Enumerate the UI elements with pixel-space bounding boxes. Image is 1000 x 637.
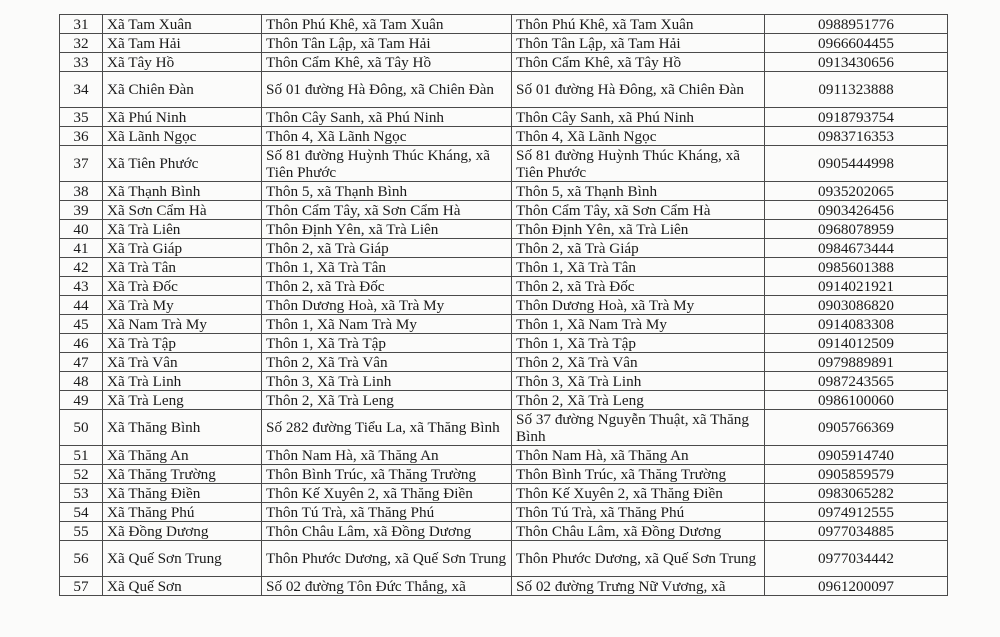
office-address-cell: Thôn Kế Xuyên 2, xã Thăng Điền [262,484,512,503]
table-row [60,484,948,503]
office-address-cell: Thôn Tân Lập, xã Tam Hải [262,34,512,53]
commune-name-cell: Xã Quế Sơn [103,577,262,596]
phone-number-cell: 0914021921 [765,277,948,296]
commune-name-cell: Xã Trà My [103,296,262,315]
reception-address-cell: Thôn Cẩm Tây, xã Sơn Cẩm Hà [512,201,765,220]
commune-name-cell: Xã Thăng Điền [103,484,262,503]
table-row [60,72,948,108]
table-row [60,353,948,372]
phone-number-cell: 0974912555 [765,503,948,522]
row-number-cell: 48 [60,372,103,391]
row-number-cell: 35 [60,108,103,127]
row-number-cell: 42 [60,258,103,277]
reception-address-cell: Thôn Bình Trúc, xã Thăng Trường [512,465,765,484]
commune-name-cell: Xã Tiên Phước [103,146,262,182]
office-address-cell: Thôn Nam Hà, xã Thăng An [262,446,512,465]
commune-name-cell: Xã Tam Hải [103,34,262,53]
phone-number-cell: 0987243565 [765,372,948,391]
reception-address-cell: Thôn Cây Sanh, xã Phú Ninh [512,108,765,127]
office-address-cell: Thôn Tú Trà, xã Thăng Phú [262,503,512,522]
commune-name-cell: Xã Trà Liên [103,220,262,239]
row-number-cell: 39 [60,201,103,220]
row-number-cell: 50 [60,410,103,446]
commune-name-cell: Xã Quế Sơn Trung [103,541,262,577]
phone-number-cell: 0905444998 [765,146,948,182]
office-address-cell: Số 02 đường Tôn Đức Thắng, xã [262,577,512,596]
row-number-cell: 46 [60,334,103,353]
commune-name-cell: Xã Trà Linh [103,372,262,391]
phone-number-cell: 0984673444 [765,239,948,258]
phone-number-cell: 0961200097 [765,577,948,596]
phone-number-cell: 0977034442 [765,541,948,577]
table-row [60,446,948,465]
commune-name-cell: Xã Tây Hồ [103,53,262,72]
office-address-cell: Thôn Bình Trúc, xã Thăng Trường [262,465,512,484]
office-address-cell: Thôn 1, Xã Trà Tân [262,258,512,277]
row-number-cell: 54 [60,503,103,522]
phone-number-cell: 0913430656 [765,53,948,72]
row-number-cell: 34 [60,72,103,108]
commune-name-cell: Xã Đồng Dương [103,522,262,541]
phone-number-cell: 0905859579 [765,465,948,484]
commune-name-cell: Xã Thăng Phú [103,503,262,522]
row-number-cell: 52 [60,465,103,484]
reception-address-cell: Thôn 2, Xã Trà Vân [512,353,765,372]
row-number-cell: 49 [60,391,103,410]
table-row [60,334,948,353]
reception-address-cell: Thôn Tân Lập, xã Tam Hải [512,34,765,53]
row-number-cell: 31 [60,15,103,34]
reception-address-cell: Thôn Châu Lâm, xã Đồng Dương [512,522,765,541]
phone-number-cell: 0905766369 [765,410,948,446]
commune-name-cell: Xã Trà Giáp [103,239,262,258]
commune-name-cell: Xã Trà Vân [103,353,262,372]
commune-name-cell: Xã Chiên Đàn [103,72,262,108]
table-row [60,391,948,410]
reception-address-cell: Thôn Dương Hoà, xã Trà My [512,296,765,315]
commune-contact-table [59,14,948,596]
table-row [60,108,948,127]
commune-name-cell: Xã Trà Tập [103,334,262,353]
phone-number-cell: 0988951776 [765,15,948,34]
phone-number-cell: 0918793754 [765,108,948,127]
reception-address-cell: Số 02 đường Trưng Nữ Vương, xã [512,577,765,596]
reception-address-cell: Thôn Định Yên, xã Trà Liên [512,220,765,239]
table-row [60,220,948,239]
reception-address-cell: Thôn Nam Hà, xã Thăng An [512,446,765,465]
office-address-cell: Số 01 đường Hà Đông, xã Chiên Đàn [262,72,512,108]
commune-name-cell: Xã Lãnh Ngọc [103,127,262,146]
table-row [60,127,948,146]
phone-number-cell: 0977034885 [765,522,948,541]
phone-number-cell: 0985601388 [765,258,948,277]
table-row [60,503,948,522]
table-row [60,277,948,296]
reception-address-cell: Thôn 3, Xã Trà Linh [512,372,765,391]
row-number-cell: 32 [60,34,103,53]
commune-name-cell: Xã Nam Trà My [103,315,262,334]
reception-address-cell: Số 81 đường Huỳnh Thúc Kháng, xã Tiên Phước [512,146,765,182]
office-address-cell: Thôn 2, Xã Trà Leng [262,391,512,410]
table-row [60,201,948,220]
row-number-cell: 38 [60,182,103,201]
reception-address-cell: Thôn Phước Dương, xã Quế Sơn Trung [512,541,765,577]
row-number-cell: 40 [60,220,103,239]
table-row [60,315,948,334]
office-address-cell: Thôn 2, xã Trà Giáp [262,239,512,258]
reception-address-cell: Thôn 5, xã Thạnh Bình [512,182,765,201]
phone-number-cell: 0935202065 [765,182,948,201]
phone-number-cell: 0979889891 [765,353,948,372]
phone-number-cell: 0905914740 [765,446,948,465]
office-address-cell: Thôn Châu Lâm, xã Đồng Dương [262,522,512,541]
table-row [60,258,948,277]
reception-address-cell: Số 01 đường Hà Đông, xã Chiên Đàn [512,72,765,108]
office-address-cell: Số 81 đường Huỳnh Thúc Kháng, xã Tiên Phước [262,146,512,182]
phone-number-cell: 0983065282 [765,484,948,503]
office-address-cell: Thôn 1, Xã Trà Tập [262,334,512,353]
commune-name-cell: Xã Thăng Bình [103,410,262,446]
office-address-cell: Số 282 đường Tiểu La, xã Thăng Bình [262,410,512,446]
reception-address-cell: Thôn Tú Trà, xã Thăng Phú [512,503,765,522]
reception-address-cell: Số 37 đường Nguyễn Thuật, xã Thăng Bình [512,410,765,446]
phone-number-cell: 0986100060 [765,391,948,410]
office-address-cell: Thôn 5, xã Thạnh Bình [262,182,512,201]
table-row [60,146,948,182]
table-row [60,541,948,577]
office-address-cell: Thôn Cây Sanh, xã Phú Ninh [262,108,512,127]
office-address-cell: Thôn Dương Hoà, xã Trà My [262,296,512,315]
phone-number-cell: 0914012509 [765,334,948,353]
row-number-cell: 55 [60,522,103,541]
office-address-cell: Thôn 4, Xã Lãnh Ngọc [262,127,512,146]
phone-number-cell: 0903086820 [765,296,948,315]
row-number-cell: 51 [60,446,103,465]
office-address-cell: Thôn 3, Xã Trà Linh [262,372,512,391]
reception-address-cell: Thôn Phú Khê, xã Tam Xuân [512,15,765,34]
table-row [60,577,948,596]
table-row [60,182,948,201]
office-address-cell: Thôn 1, Xã Nam Trà My [262,315,512,334]
row-number-cell: 37 [60,146,103,182]
reception-address-cell: Thôn 1, Xã Nam Trà My [512,315,765,334]
commune-name-cell: Xã Trà Tân [103,258,262,277]
commune-name-cell: Xã Thạnh Bình [103,182,262,201]
reception-address-cell: Thôn 4, Xã Lãnh Ngọc [512,127,765,146]
row-number-cell: 44 [60,296,103,315]
commune-name-cell: Xã Tam Xuân [103,15,262,34]
commune-name-cell: Xã Thăng An [103,446,262,465]
row-number-cell: 33 [60,53,103,72]
office-address-cell: Thôn Định Yên, xã Trà Liên [262,220,512,239]
reception-address-cell: Thôn 2, Xã Trà Leng [512,391,765,410]
office-address-cell: Thôn Phước Dương, xã Quế Sơn Trung [262,541,512,577]
phone-number-cell: 0911323888 [765,72,948,108]
office-address-cell: Thôn Phú Khê, xã Tam Xuân [262,15,512,34]
row-number-cell: 47 [60,353,103,372]
commune-name-cell: Xã Phú Ninh [103,108,262,127]
reception-address-cell: Thôn Kế Xuyên 2, xã Thăng Điền [512,484,765,503]
phone-number-cell: 0968078959 [765,220,948,239]
commune-name-cell: Xã Thăng Trường [103,465,262,484]
commune-name-cell: Xã Trà Đốc [103,277,262,296]
table-row [60,522,948,541]
phone-number-cell: 0983716353 [765,127,948,146]
phone-number-cell: 0903426456 [765,201,948,220]
table-row [60,34,948,53]
table-row [60,372,948,391]
row-number-cell: 57 [60,577,103,596]
reception-address-cell: Thôn 2, xã Trà Đốc [512,277,765,296]
reception-address-cell: Thôn Cẩm Khê, xã Tây Hồ [512,53,765,72]
reception-address-cell: Thôn 2, xã Trà Giáp [512,239,765,258]
office-address-cell: Thôn 2, xã Trà Đốc [262,277,512,296]
phone-number-cell: 0914083308 [765,315,948,334]
row-number-cell: 45 [60,315,103,334]
table-row [60,410,948,446]
office-address-cell: Thôn Cẩm Khê, xã Tây Hồ [262,53,512,72]
table-row [60,15,948,34]
row-number-cell: 56 [60,541,103,577]
phone-number-cell: 0966604455 [765,34,948,53]
commune-name-cell: Xã Trà Leng [103,391,262,410]
row-number-cell: 53 [60,484,103,503]
row-number-cell: 43 [60,277,103,296]
reception-address-cell: Thôn 1, Xã Trà Tân [512,258,765,277]
table-row [60,239,948,258]
table-row [60,53,948,72]
table-body [60,15,948,596]
commune-name-cell: Xã Sơn Cẩm Hà [103,201,262,220]
table-row [60,465,948,484]
row-number-cell: 41 [60,239,103,258]
office-address-cell: Thôn 2, Xã Trà Vân [262,353,512,372]
row-number-cell: 36 [60,127,103,146]
office-address-cell: Thôn Cẩm Tây, xã Sơn Cẩm Hà [262,201,512,220]
reception-address-cell: Thôn 1, Xã Trà Tập [512,334,765,353]
table-row [60,296,948,315]
